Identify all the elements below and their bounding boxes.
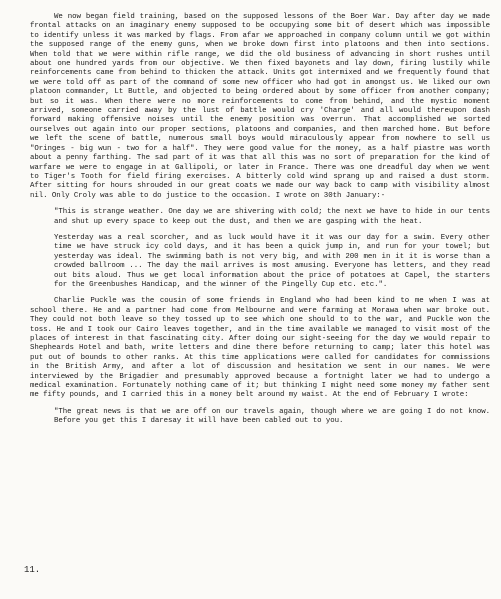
quote-letter-swimming: Yesterday was a real scorcher, and as luck would have it it was our day for a swim. Every other time we have struck icy cold days, and it has been a quick jump in, and run for your towel; but yesterday was ideal. The swimming bath is not very big, and with 200 men in it it is worse than a crowded ballroom ... The day the mail arrives is most amusing. Everyone has letters, and they read out bits aloud. Thus we get local information about the price of potatoes at Capel, the starters for the Greenbushes Handicap, and the winner of the Pingelly Cup etc. etc.". — [54, 233, 490, 289]
quote-letter-great-news: "The great news is that we are off on our travels again, though where we are going I do not know. Before you get this I daresay it will have been cabled out to you. — [54, 407, 490, 426]
paragraph-gap — [30, 227, 490, 234]
quote-letter-weather: "This is strange weather. One day we are shivering with cold; the next we have to hide in our tents and shut up every space to keep out the dust, and then we are gasping with the heat. — [54, 208, 490, 226]
paragraph-charlie-puckle: Charlie Puckle was the cousin of some friends in England who had been kind to me when I was at school there. He and a partner had come from Melbourne and were farming at Morawa when war broke out. They could not both leave so they tossed up to see which one should to to the war, and Puckle won the toss. He and I took our Cairo leaves together, and in the time available we managed to visit most of the places of interest in that fascinating city. After doing our sight-seeing for the day we would repair to Shepheards Hotel and bath, write letters and dine there before returning to camp; later this hotel was put out of bounds to other ranks. At this time applications were called for candidates for commissions in the British Army, and after a lot of discussion and hesitation we sent in our names. We were interviewed by the Brigadier and presumably approved because a fortnight later we had to undergo a medical examination. Fortunately nothing came of it; but thinking I might need some money my father sent me fifty pounds, and I carried this in a money belt around my waist. At the end of February I wrote: — [30, 297, 490, 400]
body-text — [30, 13, 490, 427]
paragraph-gap — [30, 201, 490, 208]
paragraph-gap — [30, 290, 490, 297]
paragraph-gap — [30, 401, 490, 408]
paragraph-field-training: We now began field training, based on the supposed lessons of the Boer War. Day after day we made frontal attacks on an imaginary enemy supposed to be occupying some bit of desert which was impossible to identify unless it was marked by flags. From afar we approached in company column until we got within the supposed range of the enemy guns, when we broke down first into platoons and then into sections. When told that we were within rifle range, we did the old business of advancing in short rushes until about one hundred yards from our objective. We then fixed bayonets and lay down, firing lustily while reinforcements came from behind to thicken the attack. Units got intermixed and we frequently found that we were told off as part of the command of some new officer who had got in amongst us. We liked our own platoon commander, Lt Buttle, and objected to being ordered about by some officer from another company; but so it was. When there were no more reinforcements to come from behind, and the mystic moment arrived, someone carried away by the lust of battle would cry 'Charge' and all would thereupon dash forward making offensive noises until the enemy position was overrun. That accomplished we sorted ourselves out again into our proper sections, platoons and companies, and then marched home. But before we left the scene of battle, numerous small boys would miraculously appear from nowhere to sell us "Oringes - big wun - two for a half". They were good value for the money, as a half piastre was worth about a penny farthing. The sad part of it was that all this was no sort of preparation for the kind of warfare we were to engage in at Gallipoli, or later in France. There was one dreadful day when we went to Tiger's Tooth for field firing exercises. A bitterly cold wind sprang up and raised a dust storm. After sitting for hours shrouded in our great coats we made our way back to camp with visibility almost nil. Only Croly was able to do justice to the occasion. I wrote on 30th January:- — [30, 13, 490, 200]
page-number: 11. — [24, 565, 41, 575]
